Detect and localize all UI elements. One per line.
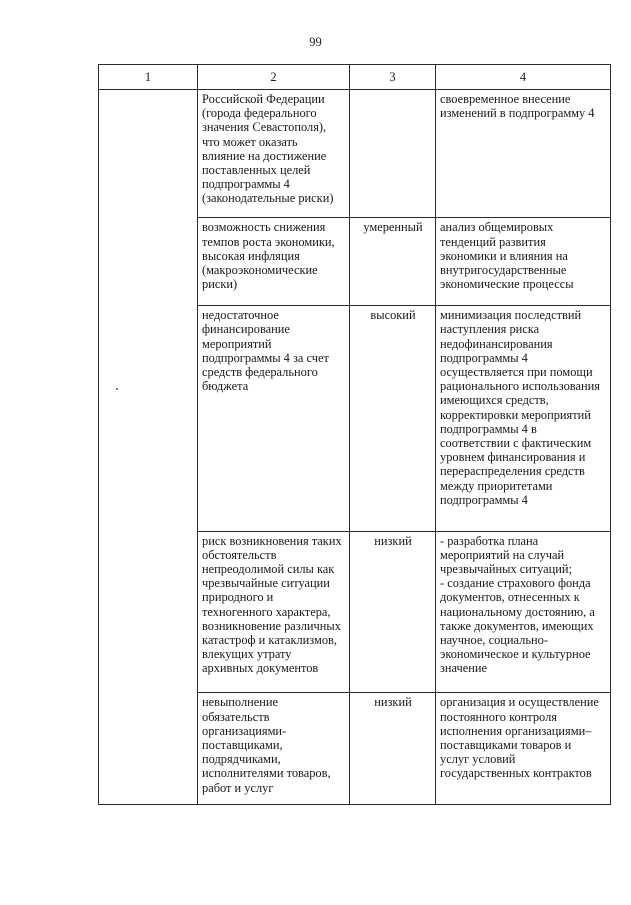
risk-level-cell — [350, 218, 436, 306]
risk-level-cell — [350, 90, 436, 218]
column-header-4: 4 — [436, 65, 611, 90]
risk-description: риск возникновения таких обстоятельств непреодолимой силы как чрезвычайные ситуации природного и техногенного характера, возникновение различных катастроф и катаклизмов, влекущих утрату архивных документов — [202, 533, 342, 676]
risk-measures: своевременное внесение изменений в подпрограмму 4 — [440, 92, 595, 121]
scan-speck — [116, 388, 118, 390]
page-number: 99 — [309, 35, 322, 49]
risk-measures-cell — [436, 306, 611, 531]
risk-level-cell — [350, 306, 436, 531]
risk-measures-cell — [436, 531, 611, 693]
risk-description: возможность снижения темпов роста экономики, высокая инфляция (макроэкономические риски) — [202, 220, 335, 292]
risk-level-cell — [350, 693, 436, 805]
risk-description: Российской Федерации (города федерального значения Севастополя), что может оказать влияние на достижение поставленных целей подпрограммы 4 (законодательные риски) — [202, 92, 334, 206]
risk-level: умеренный — [363, 220, 423, 235]
risk-description-cell — [198, 306, 350, 531]
risk-measures: организация и осуществление постоянного контроля исполнения организациями– поставщиками товаров и услуг условий государственных контрактов — [440, 695, 599, 781]
risk-level: низкий — [374, 533, 412, 548]
risk-measures: - разработка плана мероприятий на случай чрезвычайных ситуаций; - создание страхового фонда документов, отнесенных к национальному достоянию, а также документов, имеющих научное, социально- экономическое и культурное значение — [440, 533, 595, 676]
column-header-2: 2 — [198, 65, 350, 90]
risk-level: высокий — [370, 308, 416, 323]
risk-table — [98, 64, 611, 805]
column-header-3: 3 — [350, 65, 436, 90]
risk-description-cell — [198, 693, 350, 805]
risk-description: невыполнение обязательств организациями- поставщиками, подрядчиками, исполнителями товаров, работ и услуг — [202, 695, 331, 795]
risk-measures-cell — [436, 693, 611, 805]
risk-measures-cell — [436, 218, 611, 306]
risk-description-cell — [198, 531, 350, 693]
risk-level: низкий — [374, 695, 412, 710]
risk-measures: анализ общемировых тенденций развития экономики и влияния на внутригосударственные экономические процессы — [440, 220, 574, 292]
risk-level-cell — [350, 531, 436, 693]
column-1-merged-cell — [99, 90, 198, 805]
risk-description-cell — [198, 90, 350, 218]
risk-description-cell — [198, 218, 350, 306]
table-header-row — [99, 65, 611, 90]
risk-measures-cell — [436, 90, 611, 218]
risk-description: недостаточное финансирование мероприятий подпрограммы 4 за счет средств федерального бюджета — [202, 308, 329, 394]
table-row — [99, 90, 611, 218]
column-header-1: 1 — [99, 65, 198, 90]
risk-measures: минимизация последствий наступления риска недофинансирования подпрограммы 4 осуществляется при помощи рационального использования имеющихся средств, корректировки мероприятий подпрограммы 4 в соответствии с фактическим уровнем финансирования и перераспределения средств между приоритетами подпрограммы 4 — [440, 308, 600, 507]
